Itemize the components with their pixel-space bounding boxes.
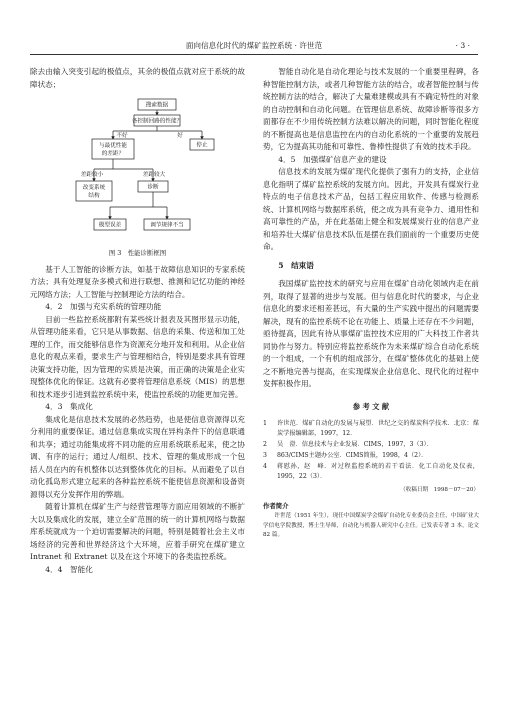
label-large-gap: 差距较大 <box>142 172 166 178</box>
right-column <box>263 66 479 541</box>
paragraph: 我国煤矿监控技术的研究与应用在煤矿自动化领域内走在前列，取得了显著的进步与发展。但与信息化时代的要求，与企业信息化的要求还相差甚远，有大量的生产实践中提出的问题需要解决，现有的监控系统不论在功能上、质量上还存在不少问题，亟待提高，因此有待从事煤矿监控技术应用的广大科技工作者共同协作与努力。特别应将监控系统作为未来煤矿综合自动化系统的一个组成，一个有机的组成部分，在煤矿整体优化的基础上使之不断地完善与提高，在实现煤炭企业信息化、现代化的过程中发挥积极作用。 <box>263 279 479 388</box>
section-heading: 5 结束语 <box>278 260 314 270</box>
node-gap-line2: 的差距？ <box>101 151 125 157</box>
node-change-line2: 结构 <box>88 193 100 199</box>
flowchart <box>30 95 245 245</box>
page-number: · 3 · <box>455 41 470 50</box>
reference-text: 许世范．煤矿自动化的发展与展望．世纪之交的煤炭科学技术．北京：煤炭学报编辑部，1997，12． <box>277 420 479 437</box>
author-bio: 许世范（1951 年生），现任中国煤炭学会煤矿自动化专业委员会主任，中国矿业大学信电学院教授，博士生导师，自动化与机器人研究中心主任。已发表专著 3 本，论文 82 篇。 <box>263 513 479 538</box>
node-gap-line1: 与最优性能 <box>99 143 127 149</box>
reference-item <box>263 462 479 482</box>
node-diagnose: 诊断 <box>147 184 159 191</box>
section-heading: 4．2 加强与充实系统的管理功能 <box>45 302 162 311</box>
paragraph: 除去由输入突变引起的极值点，其余的极值点就对应于系统的故障状态； <box>30 67 245 89</box>
reference-number: 1 <box>263 420 267 427</box>
reference-number: 2 <box>263 441 267 448</box>
node-tuning: 调节规律不当 <box>150 222 184 229</box>
node-change-line1: 改变系统 <box>82 185 106 191</box>
paragraph: 目前一些监控系统都附有某些统计报表及其图形显示功能，从管理功能来看，它只是从事数据、信息的采集、传送和加工处理的工作，而交能够信息作为资源充分地开发和利用。从企业信息化的观点来看，要求生产与管理相结合，特别是要求具有管理决策支持功能，因为管理的实质是决策，而正确的决策是企业实现整体优化的保证。这就有必要将管理信息系统（MIS）的思想和技术逐步引进到监控系统中来，使监控系统的功能更加完善。 <box>30 314 245 399</box>
label-bad: 不好 <box>116 133 128 139</box>
label-small-gap: 差距较小 <box>80 172 104 178</box>
paragraph: 随着计算机在煤矿生产与经营管理等方面应用领域的不断扩大以及集成化的发展，建立全矿范围的统一的计算机网络与数据库系统就成为一个迫切需要解决的问题，特别是随着社会主义市场经济的完善和世界经济这个大环境，应着手研究在煤矿建立 Intranet 和 Extranet 以及在这个环境下的各类监控系统。 <box>30 502 245 561</box>
author-bio-heading: 作者简介 <box>263 501 289 510</box>
node-perf-check: 各控制回路的性能？ <box>131 118 183 125</box>
reference-number: 4 <box>263 463 267 470</box>
reference-text: 863/CIMS主题办公室．CIMS简报，1998，4（2）． <box>277 452 428 459</box>
section-heading: 4．4 智能化 <box>45 564 93 574</box>
paragraph: 信息技术的发展为煤矿现代化提供了强有力的支持，企业信息化指明了煤矿监控系统的发展方向。因此，开发具有煤炭行业特点的电子信息技术产品，包括工程应用软件、传感与检测系统、计算机网络与数据库系统，使之成为具有竞争力、通用性和高可靠性的产品，并在此基础上健全和发展煤炭行业的信息产业和培养壮大煤矿信息技术队伍是摆在我们面前的一个重要历史使命。 <box>263 167 479 251</box>
reference-item <box>263 440 479 450</box>
paragraph: 基于人工智能的诊断方法，如基于故障信息知识的专家系统方法；具有处理复杂多模式和进行联想、推测和记忆功能的神经元网络方法；人工智能与控制理论方法的结合。 <box>30 264 245 299</box>
node-search-data: 搜索数据 <box>145 102 169 109</box>
reference-text: 吴 澄．信息技术与企业发展．CIMS，1997，3（3）． <box>277 441 433 448</box>
references-list <box>263 419 479 482</box>
running-header <box>30 38 478 55</box>
paragraph: 集成化是信息技术发展的必然趋势，也是使信息资源得以充分利用的重要保证。通过信息集成实现在异构条件下的信息联通和共享；通过功能集成将不同功能的应用系统联系起来，使之协调、有序的运行；通过人/组织、技术、管理的集成形成一个包括人员在内的有机整体以达到整体优化的目标。从而避免了以自动化孤岛形式建立起来的各种监控系统不能使信息资源和设备资源得以充分发挥作用的弊端。 <box>30 414 245 499</box>
received-date: （收稿日期 1998－07－20） <box>400 487 479 493</box>
running-title: 面向信息化时代的煤矿监控系统 · 许世范 <box>185 41 323 50</box>
left-column <box>30 66 245 576</box>
figure-caption: 图 3 性能诊断框图 <box>108 249 167 257</box>
node-stop: 停止 <box>196 142 208 149</box>
section-heading: 4．5 加强煤矿信息产业的建设 <box>278 154 387 164</box>
reference-text: 蒋慰孙，赵 峰．对过程监控系统的若干看法．化工自动化及仪表，1995，22（3）． <box>277 463 479 480</box>
reference-item <box>263 451 479 461</box>
paragraph: 智能自动化是自动化理论与技术发展的一个重要里程碑，各种智能控制方法，或者几种智能方法的结合，或者智能控制与传统控制方法的结合，解决了大量难建模或具有不确定特性的对象的自动控制和自动化问题。在管理信息系统、故障诊断等很多方面都存在不少用传统控制方法难以解决的问题，同时智能化程度的不断提高也是信息监控在内的自动化系统的一个重要的发展趋势，它为提高其功能和可靠性、鲁棒性提供了有效的技术手段。 <box>263 67 479 151</box>
section-heading: 4．3 集成化 <box>45 402 93 411</box>
references-heading: 参 考 文 献 <box>352 401 390 411</box>
reference-number: 3 <box>263 452 267 459</box>
node-model-error: 模型误差 <box>98 222 122 229</box>
reference-item <box>263 419 479 439</box>
label-good: 好 <box>177 133 183 139</box>
diagnosis-figure <box>30 95 245 245</box>
